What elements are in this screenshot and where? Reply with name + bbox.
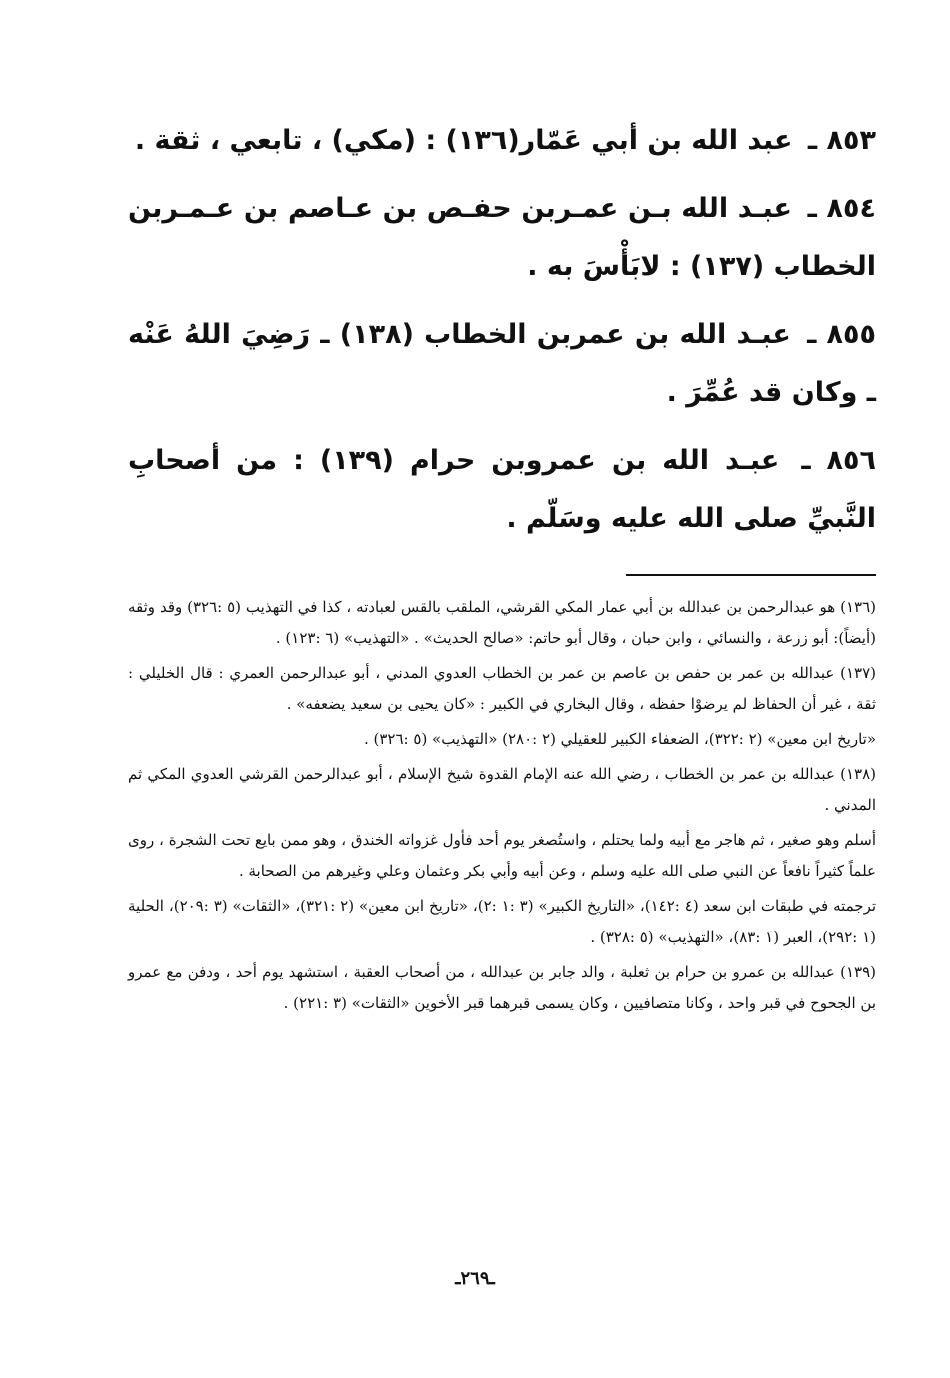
entry-text: عبـد الله بـن عمـربن حفـص بن عـاصم بن عـمـربن الخطاب (١٣٧) : لابَأْسَ به .: [128, 193, 876, 282]
footnote-137-sources: «تاريخ ابن معين» (٢ :٣٢٢)، الضعفاء الكبير للعقيلي (٢ :٢٨٠) «التهذيب» (٥ :٣٢٦) .: [363, 730, 876, 748]
entry-number: ٨٥٥ ـ: [807, 319, 876, 350]
entry-853: [128, 112, 876, 170]
entry-number: ٨٥٣ ـ: [807, 125, 876, 156]
entry-text: عبـد الله بن عمربن الخطاب (١٣٨) ـ رَضِيَ اللهُ عَنْه ـ وكان قد عُمِّرَ .: [128, 319, 876, 408]
footnote-divider: [626, 574, 876, 576]
page-body: [128, 112, 876, 1019]
footnote-136: (١٣٦) هو عبدالرحمن بن عبدالله بن أبي عمار المكي القرشي، الملقب بالقس لعبادته ، كذا في التهذيب (٥ :٣٢٦) وقد وثقه (أيضاً): أبو زرعة ، والنسائي ، وابن حبان ، وقال أبو حاتم: «صالح الحديث» . «التهذيب» (٦ :١٢٣) .: [128, 598, 876, 647]
entry-number: ٨٥٤ ـ: [807, 193, 876, 224]
footnote-137: (١٣٧) عبدالله بن عمر بن حفص بن عاصم بن عمر بن الخطاب العدوي المدني ، أبو عبدالرحمن العمري : قال الخليلي : ثقة ، غير أن الحفاظ لم يرضوْا حفظه ، وقال البخاري في الكبير : «كان يحيى بن سعيد يضعفه» .: [128, 664, 876, 713]
entry-text: عبد الله بن أبي عَمّار(١٣٦) : (مكي) ، تابعي ، ثقة .: [134, 125, 793, 156]
entry-855: [128, 306, 876, 422]
entry-text: عبـد الله بن عمروبن حرام (١٣٩) : من أصحابِ النَّبيِّ صلى الله عليه وسَلّم .: [128, 445, 876, 534]
footnote-138: (١٣٨) عبدالله بن عمر بن الخطاب ، رضي الله عنه الإمام القدوة شيخ الإسلام ، أبو عبدالرحمن القرشي العدوي المكي ثم المدني .: [128, 765, 876, 814]
entry-854: [128, 180, 876, 296]
entry-856: [128, 432, 876, 548]
entry-number: ٨٥٦ ـ: [801, 445, 876, 476]
footnote-138-bio: أسلم وهو صغير ، ثم هاجر مع أبيه ولما يحتلم ، واستُصغر يوم أحد فأول غزواته الخندق ، وهو ممن بايع تحت الشجرة ، روى علماً كثيراً نافعاً عن النبي صلى الله عليه وسلم ، وعن أبيه وأبي بكر وعثمان وعلي وغيرهم من الصحابة .: [128, 831, 876, 880]
page-number: ـ٢٦٩ـ: [455, 1268, 495, 1289]
footnote-139: (١٣٩) عبدالله بن عمرو بن حرام بن ثعلبة ، والد جابر بن عبدالله ، من أصحاب العقبة ، استشهد يوم أحد ، ودفن مع عمرو بن الجحوح في قبر واحد ، وكانا متصافيين ، وكان يسمى قبرهما قبر الأخوين «الثقات» (٣ :٢٢١) .: [128, 963, 876, 1012]
footnote-138-sources: ترجمته في طبقات ابن سعد (٤ :١٤٢)، «التاريخ الكبير» (٣ :١ :٢)، «تاريخ ابن معين» (٢ :٣٢١)، «الثقات» (٣ :٢٠٩)، الحلية (١ :٢٩٢)، العبر (١ :٨٣)، «التهذيب» (٥ :٣٢٨) .: [128, 897, 877, 946]
entries: [128, 112, 876, 548]
footnotes: [128, 592, 876, 1019]
